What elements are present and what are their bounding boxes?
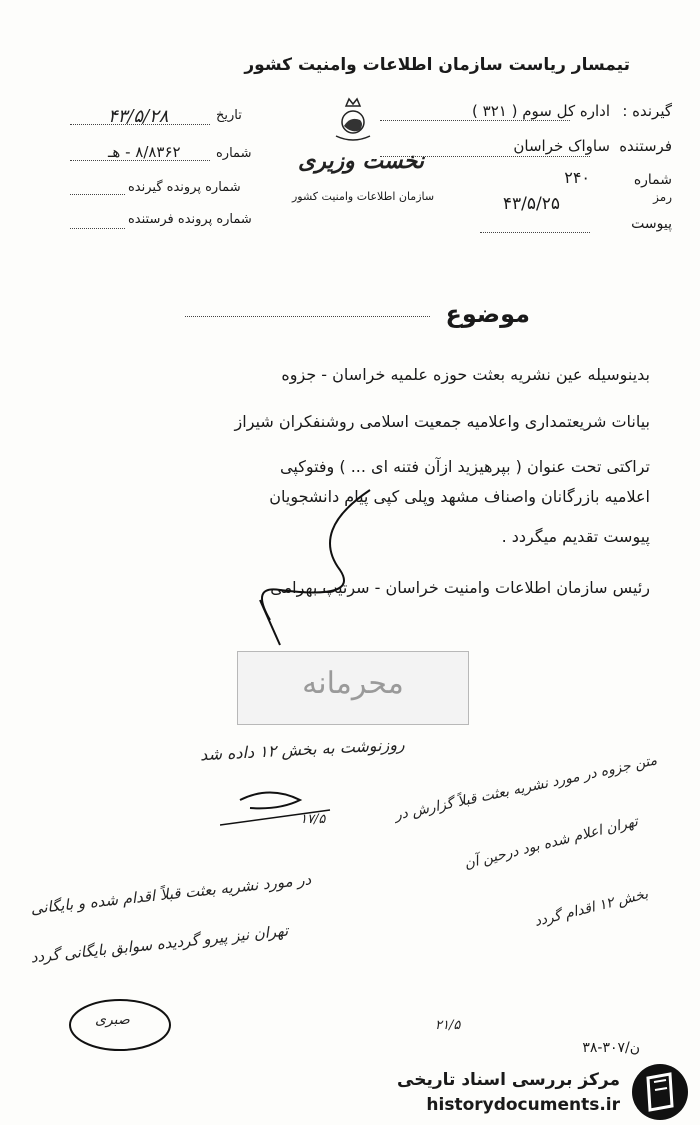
handwritten-signature-scribble bbox=[220, 470, 420, 650]
attachment-label: پیوست bbox=[631, 216, 672, 232]
right-number-value: ۲۴۰ bbox=[564, 168, 590, 187]
emblem-title: نخست وزیری bbox=[298, 148, 424, 174]
receiver-dotted-line bbox=[380, 120, 570, 121]
handwritten-initials-left: صبری bbox=[95, 1012, 130, 1028]
signature-line: رئیس سازمان اطلاعات وامنیت خراسان - سرتیپ بهرامی bbox=[270, 578, 650, 597]
confidential-stamp bbox=[237, 651, 469, 725]
receiver-value: اداره کل سوم ( ۳۲۱ ) bbox=[472, 102, 610, 120]
receiver-file-label: شماره پرونده گیرنده bbox=[128, 180, 241, 195]
history-documents-logo-icon bbox=[630, 1062, 690, 1122]
sender-value: ساواک خراسان bbox=[513, 137, 610, 155]
footer-url: historydocuments.ir bbox=[426, 1095, 620, 1115]
handwritten-date-b: ۲۱/۵ bbox=[435, 1018, 461, 1033]
sender-dotted-line bbox=[380, 156, 590, 157]
right-date-value: ۴۳/۵/۲۵ bbox=[502, 194, 560, 214]
subject-dotted-line bbox=[185, 316, 430, 317]
code-label: رمز bbox=[653, 190, 672, 204]
body-line-2: بیانات شریعتمداری واعلامیه جمعیت اسلامی روشنفکران شیراز bbox=[234, 412, 650, 431]
handwritten-note-right-1: متن جزوه در مورد نشریه بعثت قبلاً گزارش در bbox=[393, 752, 659, 824]
body-line-4: اعلامیه بازرگانان واصناف مشهد وپلی کپی پیام دانشجویان bbox=[269, 487, 650, 506]
sender-file-label: شماره پرونده فرستنده bbox=[128, 212, 252, 227]
sender-label: فرستنده bbox=[619, 137, 672, 155]
handwritten-note-right-2: تهران اعلام شده بود درحین آن bbox=[462, 813, 640, 873]
handwritten-note-right-3: بخش ۱۲ اقدام گردد bbox=[533, 886, 651, 930]
receiver-file-dotted-line bbox=[70, 194, 125, 195]
footer-org-name: مرکز بررسی اسناد تاریخی bbox=[397, 1070, 620, 1090]
handwritten-note-middle: روزنوشت به بخش ۱۲ داده شد bbox=[199, 734, 406, 765]
receiver-label: گیرنده : bbox=[622, 102, 672, 120]
body-line-1: بدینوسیله عین نشریه بعثت حوزه علمیه خراسان - جزوه bbox=[281, 365, 650, 384]
sender-file-dotted-line bbox=[70, 228, 125, 229]
body-line-5: پیوست تقدیم میگردد . bbox=[501, 527, 650, 546]
handwritten-note-left-2: تهران نیز پیرو گردیده سوابق بایگانی گردد bbox=[29, 921, 289, 967]
attachment-dotted-line bbox=[480, 232, 590, 233]
number-value: ۸/۸۳۶۲ - هـ bbox=[108, 143, 181, 161]
archive-code: ن/۳۰۷-۳۸ bbox=[582, 1040, 640, 1056]
date-label: تاریخ bbox=[216, 108, 242, 123]
body-line-3: تراکتی تحت عنوان ( بپرهیزید ازآن فتنه ای ... ) وفتوکپی bbox=[280, 457, 650, 476]
stamp-text: محرمانه bbox=[302, 666, 404, 701]
subject-label: موضوع bbox=[445, 300, 530, 328]
handwritten-note-left-1: در مورد نشریه بعثت قبلاً اقدام شده و بایگانی bbox=[29, 870, 312, 918]
document-title: تیمسار ریاست سازمان اطلاعات وامنیت کشور bbox=[244, 55, 630, 75]
date-value: ۴۳/۵/۲۸ bbox=[108, 106, 169, 127]
lion-and-sun-emblem-icon bbox=[330, 96, 376, 146]
emblem-subtitle: سازمان اطلاعات وامنیت کشور bbox=[292, 190, 435, 203]
number-label: شماره bbox=[216, 146, 252, 161]
right-number-label: شماره bbox=[633, 172, 672, 188]
handwritten-date-a: ۱۷/۵ bbox=[300, 812, 326, 827]
